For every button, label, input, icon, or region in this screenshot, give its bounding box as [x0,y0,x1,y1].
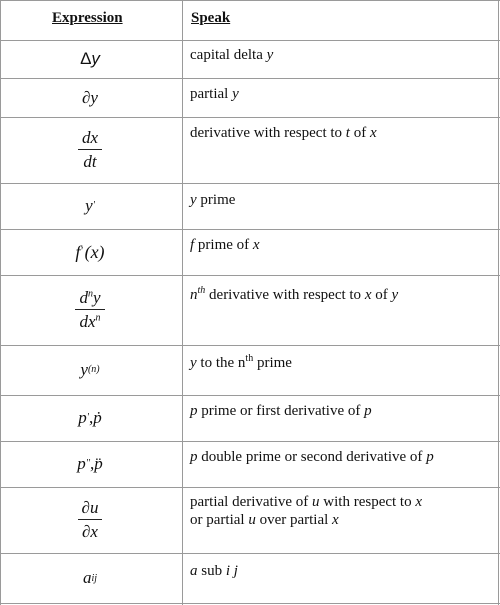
expr-arg: (x) [84,241,105,262]
expr-var: y [85,196,93,215]
speak-var: x [252,237,260,253]
speak-sup: th [245,353,254,364]
speak-line: or partial u over partial x [190,512,339,528]
speak-text: capital delta [190,47,267,63]
speak-sup: th [197,285,206,296]
speak-var: y [266,47,274,63]
expr-sub: ij [91,572,98,584]
speak-text: prime [196,192,236,208]
fraction [78,129,102,171]
speak-cell [190,493,495,529]
table-border-bottom [0,603,500,604]
speak-var: t [345,125,350,141]
speak-text: sub [197,563,226,579]
expr-var: a [82,568,92,587]
expr-var: p [77,454,86,473]
speak-text: of [349,125,370,141]
fraction [75,289,104,331]
expression-cell [0,40,180,78]
expr-var: ṗ [93,408,102,427]
speak-var: x [369,125,377,141]
speak-line: partial derivative of u with respect to x [190,494,423,510]
speak-cell [190,85,495,103]
header-speak: Speak [191,10,231,26]
expr-var: y [80,360,88,379]
table-border-top [0,0,500,1]
expr-sep: , [88,408,94,427]
table-column-divider [182,0,183,605]
expr-fn: f [75,241,81,262]
speak-var: x [364,287,372,303]
fraction-numerator: dx [78,129,102,150]
fraction-numerator: $d^ny$ [75,289,104,310]
delta-symbol: Δ [80,49,92,68]
expr-var: y [90,87,98,107]
speak-text: prime [253,355,292,371]
speak-var: p [190,449,198,465]
speak-var: f [190,237,195,253]
speak-var: p [364,403,372,419]
speak-cell [190,46,495,64]
speak-var: a [190,563,198,579]
expr-sep: , [90,454,95,473]
expression-cell [0,275,180,345]
speak-var: y [391,287,399,303]
partial-symbol: ∂ [82,87,91,107]
expression-cell [0,117,180,183]
speak-cell [190,124,495,142]
table-border-right [498,0,499,605]
fraction-denominator: dt [83,152,97,171]
speak-var: p [190,403,198,419]
expr-var: p̈ [94,454,103,473]
expr-var: y [91,49,100,68]
expression-cell: y (n) [80,360,100,379]
expression-cell: p ' , ṗ [78,408,102,427]
expression-cell: y ' [85,196,95,215]
speak-var: i j [225,563,238,579]
fraction [78,499,103,541]
expr-var: p [78,408,87,427]
speak-var: y [190,355,197,371]
speak-cell [190,448,495,466]
speak-var: y [190,192,197,208]
speak-cell [190,562,495,580]
speak-text: of [371,287,392,303]
speak-text: prime or first derivative of [197,403,365,419]
speak-var: y [232,86,239,102]
expression-cell [0,553,180,603]
expression-cell [0,78,180,117]
speak-var: p [426,449,434,465]
speak-cell [190,402,495,420]
speak-text: derivative with respect to [190,125,346,141]
expression-cell [0,487,180,553]
speak-text: partial [190,86,233,102]
speak-text: derivative with respect to [205,287,365,303]
speak-cell [190,354,495,372]
speak-cell [190,191,495,209]
header-expression: Expression [52,10,123,26]
fraction-denominator: $dx^n$ [79,312,101,331]
speak-var: n [190,287,198,303]
speak-text: prime of [194,237,253,253]
speak-text: double prime or second derivative of [197,449,427,465]
expression-cell: f ' (x) [75,241,105,262]
fraction-denominator: ∂x [82,522,98,541]
speak-text: to the n [196,355,246,371]
speak-cell [190,236,495,254]
expression-cell: p '' , p̈ [77,454,103,473]
speak-cell [190,286,495,304]
fraction-numerator: ∂u [78,499,103,520]
